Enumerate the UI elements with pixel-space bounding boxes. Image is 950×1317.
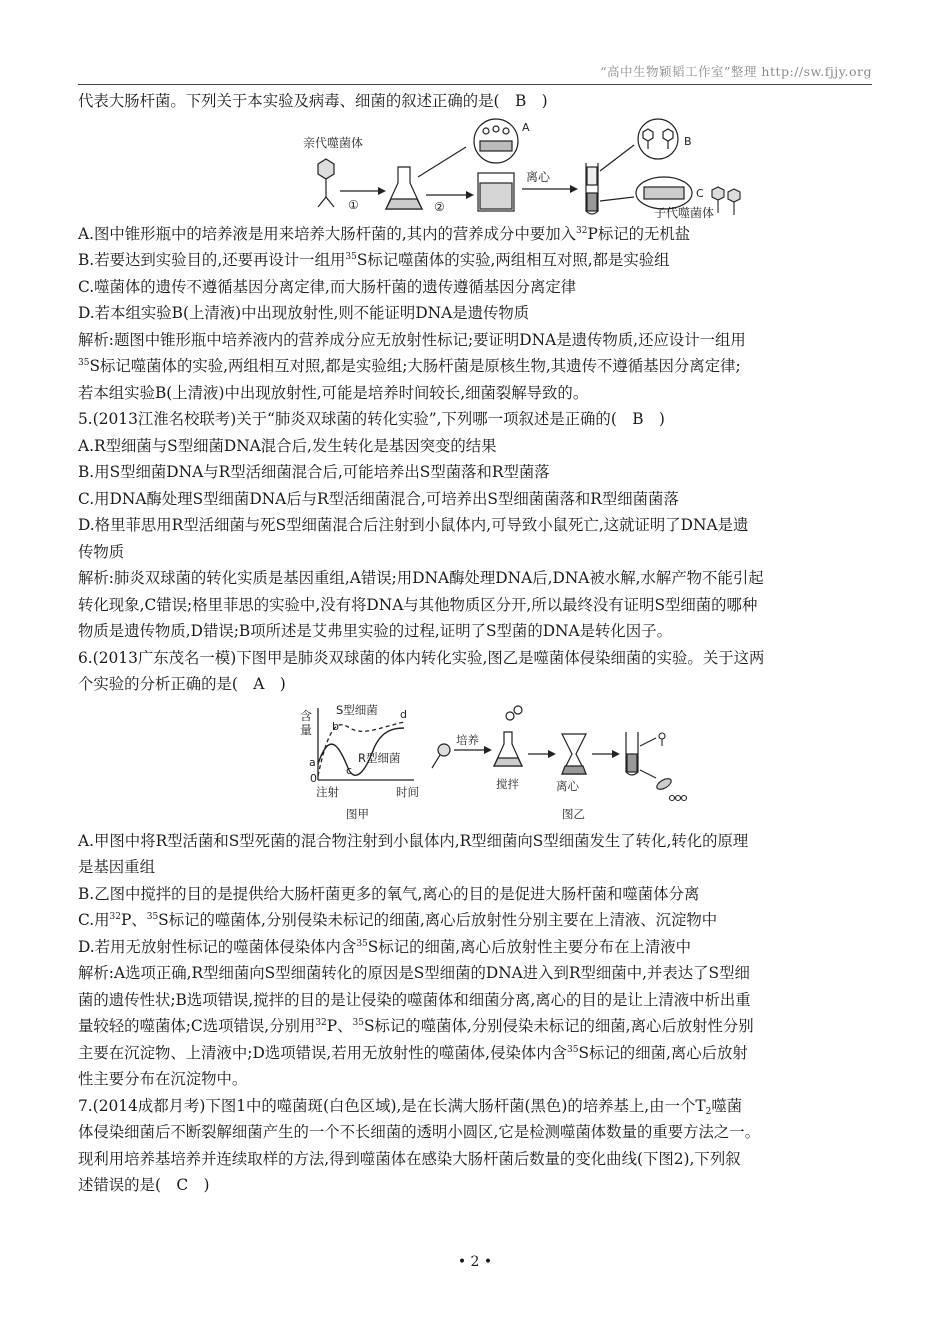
time-label: 时间 — [396, 784, 419, 799]
inject-label: 注射 — [316, 784, 339, 799]
phage-experiment-figure — [78, 117, 874, 221]
phage-icon — [432, 744, 450, 768]
q7-stem-1: 7.(2014成都月考)下图1中的噬菌斑(白色区域),是在长满大肠杆菌(黑色)的培养基上,由一个$T_2$噬菌 — [78, 1096, 743, 1117]
culture-label: 培养 — [456, 732, 479, 747]
r-curve-label: R型细菌 — [358, 750, 401, 765]
q6-analysis-2: 菌的遗传性状;B选项错误,搅拌的目的是让侵染的噬菌体和细菌分离,离心的目的是让上清液中析出重 — [78, 990, 751, 1009]
q5-option-d-1: D.格里菲思用R型活细菌与死S型细菌混合后注射到小鼠体内,可导致小鼠死亡,这就证明了DNA是遗 — [78, 516, 749, 534]
q4-analysis-1: 解析:题图中锥形瓶中培养液内的营养成分应无放射性标记;要证明DNA是遗传物质,还应设计一组用 — [78, 330, 746, 349]
q6-stem-2: 个实验的分析正确的是( A ) — [78, 675, 286, 693]
q5-option-c: C.用DNA酶处理S型细菌DNA后与R型活细菌混合,可培养出S型细菌菌落和R型细菌菌落 — [78, 489, 679, 508]
yi-arrow-5 — [640, 770, 656, 778]
infection-detail-icon — [474, 119, 518, 163]
q6-stem-1: 6.(2013广东茂名一模)下图甲是肺炎双球菌的体内转化实验,图乙是噬菌体侵染细菌的实验。关于这两 — [78, 648, 765, 667]
sediment-detail-icon — [636, 177, 692, 209]
q7-stem-2: 体侵染细菌后不断裂解细菌产生的一个不长细菌的透明小圆区,它是检测噬菌体数量的重要方法之一。 — [78, 1123, 761, 1141]
tube-icon-2 — [626, 732, 638, 775]
flask-icon-2 — [494, 706, 522, 766]
page-header — [78, 62, 872, 85]
yi-arrow-4 — [640, 738, 656, 746]
q4-option-b: B.若要达到实验目的,还要再设计一组用$^{35}$S标记噬菌体的实验,两组相互对照,都是实验组 — [78, 251, 670, 269]
origin-zero: 0 — [310, 771, 317, 785]
q6-analysis-3: 量较轻的噬菌体;C选项错误,分别用$^{32}$P、$^{35}$S标记的噬菌体,分别侵染未标记的细菌,离心后放射性分别 — [78, 1017, 754, 1035]
child-phage-label: 子代噬菌体 — [654, 205, 715, 220]
q6-option-a-2: 是基因重组 — [78, 858, 155, 876]
child-phage-icon — [712, 187, 740, 215]
q6-analysis-4: 主要在沉淀物、上清液中;D选项错误,若用无放射性的噬菌体,侵染体内含$^{35}$S标记的细菌,离心后放射 — [78, 1043, 748, 1062]
centrifuge-label: 离心 — [526, 169, 551, 184]
beaker-icon — [478, 173, 514, 211]
stir-label: 搅拌 — [496, 776, 519, 791]
y-axis-label-2: 量 — [300, 722, 313, 737]
parent-phage-icon — [318, 159, 334, 207]
label-a: A — [522, 120, 530, 134]
step-1-label: ① — [348, 197, 359, 212]
parent-phage-label: 亲代噬菌体 — [303, 135, 364, 150]
q4-analysis-3: 若本组实验B(上清液)中出现放射性,可能是培养时间较长,细菌裂解导致的。 — [78, 383, 589, 402]
q6-analysis-1: 解析:A选项正确,R型细菌向S型细菌转化的原因是S型细菌的DNA进入到R型细菌中,并表达了S型细 — [78, 964, 750, 982]
q6-option-a-1: A.甲图中将R型活菌和S型死菌的混合物注射到小鼠体内,R型细菌向S型细菌发生了转化,转化的原理 — [78, 831, 749, 850]
label-c: C — [696, 186, 704, 200]
q4-option-a: A.图中锥形瓶中的培养液是用来培养大肠杆菌的,其内的营养成分中要加入$^{32}$P标记的无机盐 — [78, 224, 691, 243]
page-number: • 2 • — [457, 1254, 493, 1270]
q6-analysis-5: 性主要分布在沉淀物中。 — [78, 1070, 248, 1088]
label-b: B — [684, 134, 692, 148]
q6-figure — [78, 698, 874, 824]
yi-centrifuge-label: 离心 — [556, 778, 579, 793]
s-curve-label: S型细菌 — [336, 702, 378, 717]
flask-icon — [386, 167, 422, 209]
q5-option-b: B.用S型细菌DNA与R型活细菌混合后,可能培养出S型菌落和R型菌落 — [78, 463, 550, 481]
q6-option-c: C.用$^{32}$P、$^{35}$S标记的噬菌体,分别侵染未标记的细菌,离心后放射性分别主要在上清液、沉淀物中 — [78, 911, 718, 929]
test-tube-icon — [586, 163, 598, 214]
q5-stem: 5.(2013江淮名校联考)关于“肺炎双球菌的转化实验”,下列哪一项叙述是正确的( B ) — [78, 410, 665, 428]
hourglass-centrifuge-icon — [562, 734, 586, 774]
arrow-to-a — [418, 147, 466, 177]
q7-stem-4: 述错误的是( C ) — [78, 1176, 210, 1194]
q7-stem-3: 现利用培养基培养并连续取样的方法,得到噬菌体在感染大肠杆菌后数量的变化曲线(下图2),下列叙 — [78, 1149, 741, 1168]
q4-analysis-2: $^{35}$S标记噬菌体的实验,两组相互对照,都是实验组;大肠杆菌是原核生物,其遗传不遵循基因分离定律; — [78, 357, 741, 375]
q5-analysis-1: 解析:肺炎双球菌的转化实质是基因重组,A错误;用DNA酶处理DNA后,DNA被水解,水解产物不能引起 — [78, 569, 764, 587]
supernatant-detail-icon — [638, 119, 678, 159]
step-2-label: ② — [434, 199, 445, 214]
q6-option-b: B.乙图中搅拌的目的是提供给大肠杆菌更多的氧气,离心的目的是促进大肠杆菌和噬菌体分离 — [78, 884, 700, 903]
point-a: a — [309, 755, 316, 769]
point-b: b — [332, 719, 339, 733]
page-content — [78, 88, 874, 1199]
header-text: “高中生物颖韬工作室”整理 http://sw.fjjy.org — [600, 64, 872, 79]
q5-analysis-3: 物质是遗传物质,D错误;B项所述是艾弗里实验的过程,证明了S型菌的DNA是转化因子。 — [78, 622, 672, 640]
q5-option-d-2: 传物质 — [78, 542, 125, 561]
figure-yi-caption: 图乙 — [562, 806, 585, 821]
q4-stem-tail: 代表大肠杆菌。下列关于本实验及病毒、细菌的叙述正确的是( B ) — [78, 92, 548, 110]
point-d: d — [400, 707, 407, 721]
q5-analysis-2: 转化现象,C错误;格里菲思的实验中,没有将DNA与其他物质区分开,所以最终没有证明S型细菌的哪种 — [78, 595, 758, 614]
figure-jia-caption: 图甲 — [346, 806, 369, 821]
y-axis-label-1: 含 — [300, 708, 313, 723]
arrow-to-c — [600, 197, 634, 201]
q6-option-d: D.若用无放射性标记的噬菌体侵染体内含$^{35}$S标记的细菌,离心后放射性主要分布在上清液中 — [78, 937, 692, 956]
arrow-to-b — [600, 145, 634, 171]
q5-option-a: A.R型细菌与S型细菌DNA混合后,发生转化是基因突变的结果 — [78, 436, 497, 455]
product-icons — [655, 733, 686, 801]
q4-option-d: D.若本组实验B(上清液)中出现放射性,则不能证明DNA是遗传物质 — [78, 304, 530, 322]
point-c: c — [346, 763, 353, 777]
q4-option-c: C.噬菌体的遗传不遵循基因分离定律,而大肠杆菌的遗传遵循基因分离定律 — [78, 277, 577, 296]
